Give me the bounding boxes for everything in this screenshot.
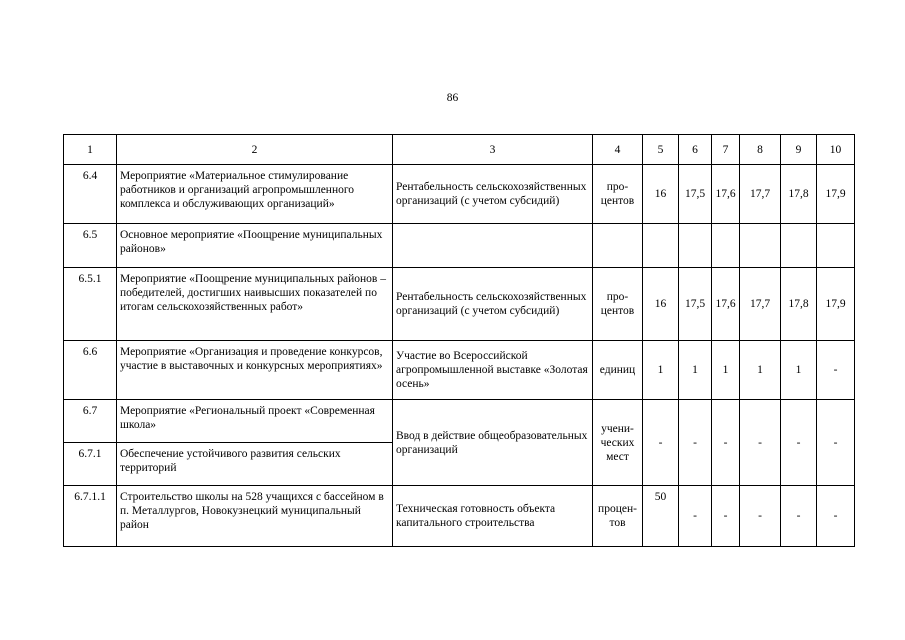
header-row [64,135,855,165]
value-cell: - [679,486,712,547]
header-cell: 5 [643,135,679,165]
value-cell: 16 [643,268,679,341]
value-cell: - [712,400,740,486]
value-cell: 17,7 [740,268,781,341]
value-cell: 17,9 [817,165,855,224]
event-name: Мероприятие «Поощрение муниципальных районов – победителей, достигших наивысших показателей по итогам сельскохозяйственных работ» [117,268,393,341]
value-cell: 17,9 [817,268,855,341]
indicator-name: Участие во Всероссийской агропромышленной выставке «Золотая осень» [393,341,593,400]
value-cell: - [740,486,781,547]
program-indicators-table [63,134,855,547]
event-name: Мероприятие «Региональный проект «Современная школа» [117,400,393,443]
event-name: Обеспечение устойчивого развития сельских территорий [117,443,393,486]
value-cell: 17,7 [740,165,781,224]
table-row [64,486,855,547]
table-row [64,400,855,443]
value-cell: 17,8 [781,165,817,224]
row-number: 6.7.1.1 [64,486,117,547]
value-cell: 50 [643,486,679,547]
table-row [64,341,855,400]
unit: единиц [593,341,643,400]
value-cell: - [781,400,817,486]
value-cell: 1 [712,341,740,400]
table-row [64,224,855,268]
unit [593,224,643,268]
table-row [64,165,855,224]
value-cell: - [817,400,855,486]
event-name: Мероприятие «Организация и проведение конкурсов, участие в выставочных и конкурсных мероприятиях» [117,341,393,400]
header-cell: 1 [64,135,117,165]
unit: процен-тов [593,486,643,547]
row-number: 6.7.1 [64,443,117,486]
value-cell [679,224,712,268]
value-cell [740,224,781,268]
value-cell: 17,6 [712,268,740,341]
header-cell: 3 [393,135,593,165]
header-cell: 6 [679,135,712,165]
row-number: 6.7 [64,400,117,443]
header-cell: 4 [593,135,643,165]
value-cell: 16 [643,165,679,224]
page-number: 86 [446,92,459,104]
value-cell [712,224,740,268]
unit: учени-ческих мест [593,400,643,486]
unit: про-центов [593,165,643,224]
value-cell: - [712,486,740,547]
header-cell: 9 [781,135,817,165]
row-number: 6.5.1 [64,268,117,341]
value-cell: 17,6 [712,165,740,224]
value-cell [781,224,817,268]
value-cell: 17,8 [781,268,817,341]
value-cell: 1 [643,341,679,400]
event-name: Мероприятие «Материальное стимулирование работников и организаций агропромышленного комплекса и обслуживающих организаций» [117,165,393,224]
row-number: 6.5 [64,224,117,268]
event-name: Основное мероприятие «Поощрение муниципальных районов» [117,224,393,268]
value-cell: - [817,341,855,400]
value-cell: - [679,400,712,486]
header-cell: 2 [117,135,393,165]
header-cell: 7 [712,135,740,165]
value-cell: - [781,486,817,547]
header-cell: 8 [740,135,781,165]
unit: про-центов [593,268,643,341]
indicator-name: Ввод в действие общеобразовательных организаций [393,400,593,486]
indicator-name [393,224,593,268]
row-number: 6.4 [64,165,117,224]
value-cell: 1 [740,341,781,400]
value-cell: 17,5 [679,165,712,224]
indicator-name: Рентабельность сельскохозяйственных организаций (с учетом субсидий) [393,165,593,224]
row-number: 6.6 [64,341,117,400]
value-cell [643,224,679,268]
value-cell: - [817,486,855,547]
indicator-name: Техническая готовность объекта капитального строительства [393,486,593,547]
value-cell: - [643,400,679,486]
value-cell: - [740,400,781,486]
table-row [64,268,855,341]
value-cell [817,224,855,268]
indicator-name: Рентабельность сельскохозяйственных организаций (с учетом субсидий) [393,268,593,341]
event-name: Строительство школы на 528 учащихся с бассейном в п. Металлургов, Новокузнецкий муниципальный район [117,486,393,547]
value-cell: 17,5 [679,268,712,341]
value-cell: 1 [679,341,712,400]
header-cell: 10 [817,135,855,165]
value-cell: 1 [781,341,817,400]
